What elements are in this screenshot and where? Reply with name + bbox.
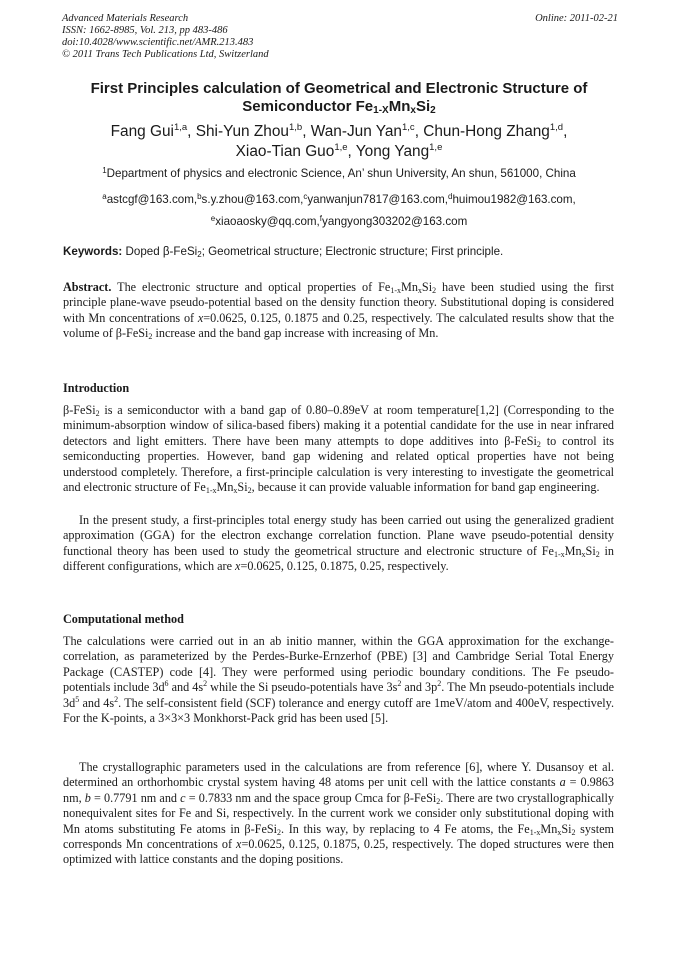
title-line-1: First Principles calculation of Geometrical and Electronic Structure of	[90, 80, 588, 97]
method-paragraph-1: The calculations were carried out in an ab initio manner, within the GGA approximation for the exchange-correlation, as parameterized by the Perdes-Burke-Ernzerhof (PBE) [3] and Cambridge Serial Total Energy Package (CASTEP) code [4]. They were performed using periodic boundary conditions. The Fe pseudo-potentials include $3d^6$ and $4s^2$ while the Si pseudo-potentials have $3s^2$ and $3p^2$. The Mn pseudo-potentials include $3d^5$ and $4s^2$. The self-consistent field (SCF) tolerance and energy cutoff are 1meV/atom and 400eV, respectively. For the K-points, a 3×3×3 Monkhorst-Pack grid has been used [5].	[63, 634, 614, 726]
keywords-label: Keywords:	[63, 245, 123, 258]
intro-paragraph-1: β-FeSi$_2$ is a semiconductor with a band gap of 0.80–0.89eV at room temperature[1,2] (Corresponding to the minimum-absorption window of silica-based fibers) making it a potential candidate for the use in near infrared detectors and light emitters. There have been many attempts to dope additives into β-FeSi$_2$ to control its semiconducting properties. However, band gap widening and related optical properties have not being understood completely. Therefore, a first-principle calculation is very interesting to investigate the geometrical and electronic structure of $Fe_{1-x}Mn_xSi_2$, because it can provide valuable information for band gap engineering.	[63, 403, 614, 496]
keywords: Keywords: Doped β-FeSi$_2$; Geometrical structure; Electronic structure; First principle.	[63, 245, 504, 259]
paper-title	[40, 80, 638, 116]
online-date: Online: 2011-02-21	[535, 13, 618, 24]
title-line-2: Semiconductor $Fe_{1-X}Mn_xSi_2$	[242, 98, 436, 116]
method-paragraph-2: The crystallographic parameters used in the calculations are from reference [6], where Y. Dusansoy et al. determined an orthorhombic crystal system having 48 atoms per unit cell with the lattice constants a = 0.9863 nm, b = 0.7791 nm and c = 0.7833 nm and the space group Cmca for β-FeSi$_2$. There are two crystallographically nonequivalent sites for Fe and Si, respectively. In the current work we consider only substitutional doping with Mn atoms substituting Fe atoms in β-FeSi$_2$. In this way, by replacing to 4 Fe atoms, the $Fe_{1-x}Mn_xSi_2$ system corresponds Mn concentrations of x=0.0625, 0.125, 0.1875, 0.25, respectively. The doped structures were then optimized with lattice constants and the doping positions.	[63, 760, 615, 867]
journal-name: Advanced Materials Research	[62, 13, 189, 24]
author-line-1: Fang Gui$^{1,a}$, Shi-Yun Zhou$^{1,b}$, Wan-Jun Yan$^{1,c}$, Chun-Hong Zhang$^{1,d}$,	[110, 122, 568, 140]
issn-line: ISSN: 1662-8985, Vol. 213, pp 483-486	[62, 25, 228, 36]
email-line-2: $^e$xiaoaosky@qq.com,$^f$yangyong303202@163.com	[210, 214, 468, 228]
section-heading-computational-method: Computational method	[63, 612, 184, 626]
abstract: Abstract. The electronic structure and optical properties of $Fe_{1-x}Mn_xSi_2$ have been studied using the first principle plane-wave pseudo-potential based on the density function theory. Substitutional doping is considered with Mn concentrations of x=0.0625, 0.125, 0.1875 and 0.25, respectively. The calculated results show that the volume of β-FeSi$_2$ increase and the band gap increase with increasing of Mn.	[63, 280, 614, 342]
intro-paragraph-2: In the present study, a first-principles total energy study has been carried out using the generalized gradient approximation (GGA) for the electron exchange correlation function. Plane wave pseudo-potential density functional theory has been used to study the geometrical structure and electronic structure of $Fe_{1-x}Mn_xSi_2$ in different configurations, which are x=0.0625, 0.125, 0.1875, 0.25, respectively.	[63, 513, 615, 574]
affiliation: $^1$Department of physics and electronic Science, An’ shun University, An shun, 561000, China	[102, 166, 576, 180]
email-line-1: $^a$astcgf@163.com,$^b$s.y.zhou@163.com,$^c$yanwanjun7817@163.com,$^d$huimou1982@163.com,	[102, 192, 576, 206]
doi-line: doi:10.4028/www.scientific.net/AMR.213.483	[62, 37, 254, 48]
abstract-label: Abstract.	[63, 280, 112, 294]
author-line-2: Xiao-Tian Guo$^{1,e}$, Yong Yang$^{1,e}$	[235, 142, 443, 160]
author-list	[40, 122, 638, 162]
journal-header	[62, 13, 618, 61]
copyright-line: © 2011 Trans Tech Publications Ltd, Switzerland	[62, 49, 269, 60]
author-emails	[40, 189, 638, 233]
section-heading-introduction: Introduction	[63, 381, 130, 395]
